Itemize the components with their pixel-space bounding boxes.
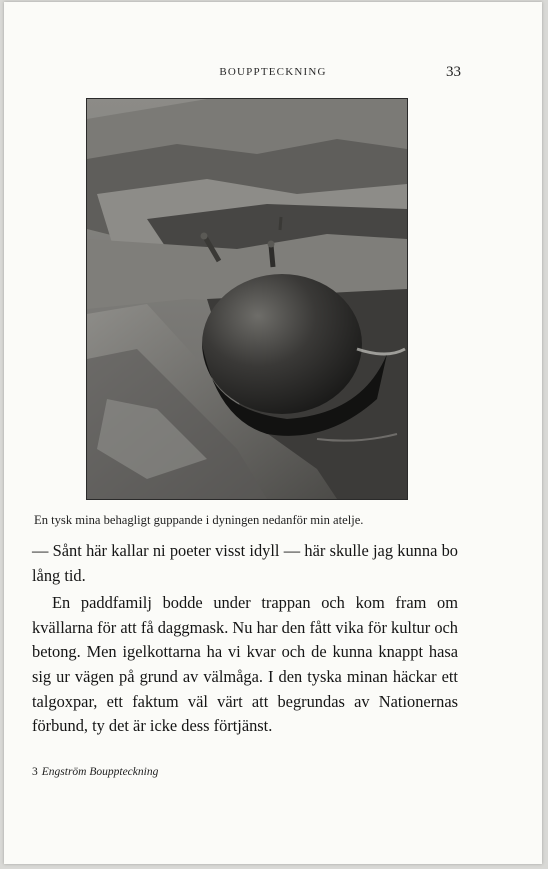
book-page	[4, 2, 542, 864]
photograph-german-mine	[86, 98, 408, 500]
signature-title: Engström Bouppteckning	[41, 766, 159, 778]
signature-line	[32, 766, 158, 778]
paragraph: — Sånt här kallar ni poeter visst idyll — här skulle jag kunna bo lång tid.	[32, 541, 458, 585]
running-head: BOUPPTECKNING	[219, 66, 327, 78]
signature-number: 3	[32, 766, 38, 778]
paragraph: En paddfamilj bodde under trappan och kom fram om kvällarna för att få daggmask. Nu har den fått vika för kultur och betong. Men igelkottarna ha vi kvar och de kunna knappt hasa sig ur vägen på grund av välmåga. I den tyska minan häckar ett talgoxpar, ett faktum väl värt att begrundas av Nationernas förbund, ty det är icke dess förtjänst.	[32, 593, 458, 736]
photo-caption: En tysk mina behagligt guppande i dyningen nedanför min atelje.	[34, 513, 364, 527]
page-number: 33	[446, 64, 461, 80]
body-text	[32, 539, 458, 739]
